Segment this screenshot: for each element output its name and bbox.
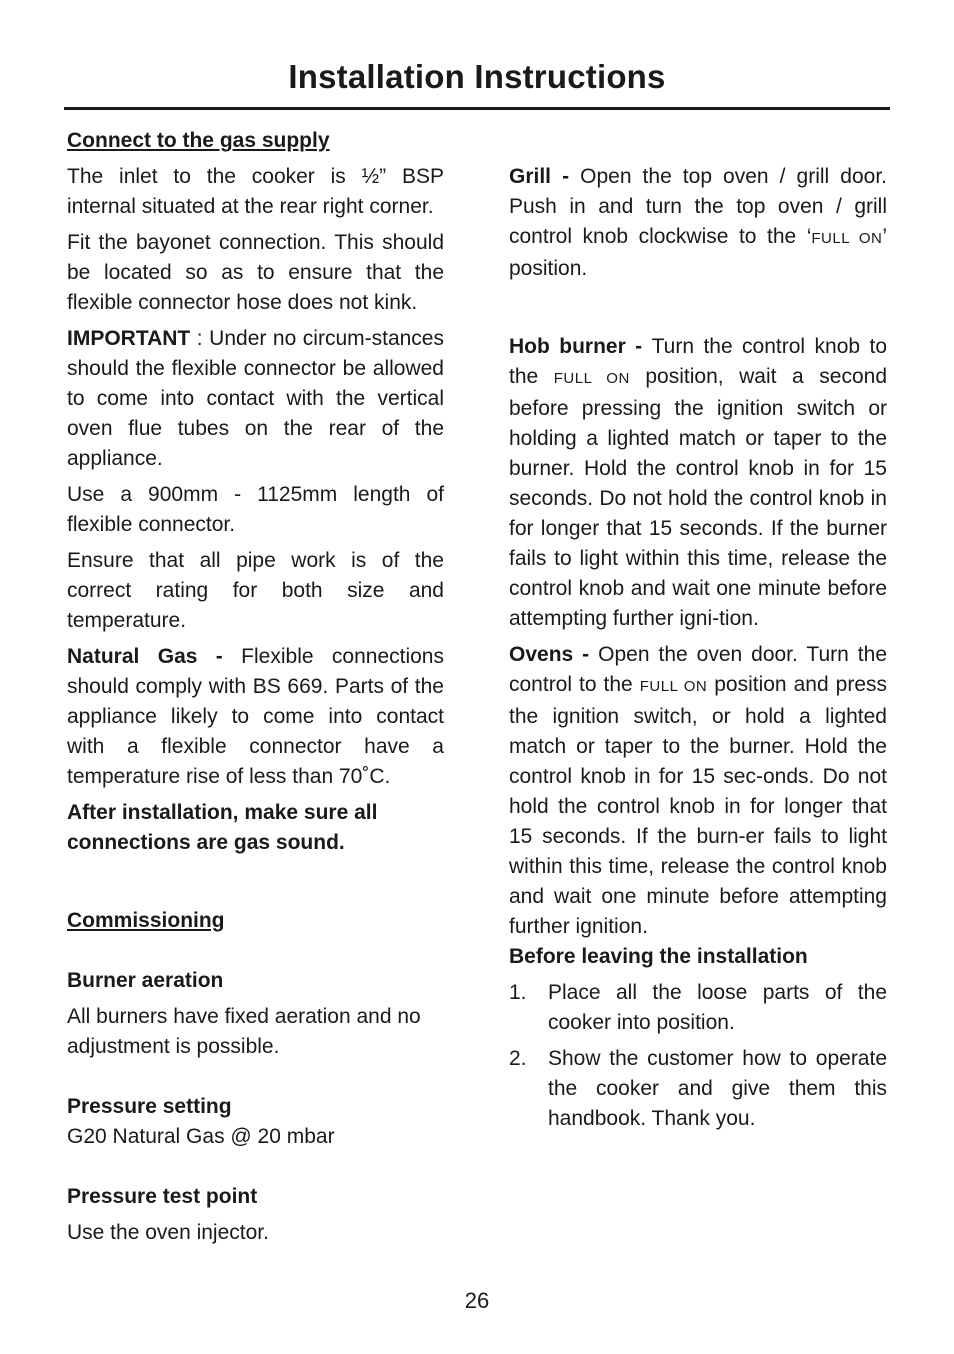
hob-burner-paragraph: Hob burner - Turn the control knob to the FULL ON position, wait a second before pressing the ignition switch or holding a lighted match or taper to the burner. Hold the control knob in for 15 seconds. Do not hold the control knob in for longer that 15 seconds. If the burner fails to light within this time, release the control knob and wait one minute before attempting further igni-tion. [509, 335, 888, 630]
left-column [67, 126, 444, 1254]
before-leaving-heading: Before leaving the installation [509, 945, 808, 968]
natural-gas-text: Flexible connections should comply with BS 669. Parts of the appliance likely to come into contact with a flexible connector have a temperature rise of less than 70˚C. [67, 645, 444, 788]
page-title: Installation Instructions [288, 58, 666, 95]
pressure-test-text: Use the oven injector. [67, 1221, 269, 1244]
after-installation-note: After installation, make sure all connections are gas sound. [67, 801, 378, 854]
important-text: : Under no circum-stances should the flexible connector be allowed to come into contact with the vertical oven flue tubes on the rear of the appliance. [67, 327, 444, 470]
length-paragraph: Use a 900mm - 1125mm length of flexible connector. [67, 483, 444, 536]
ovens-label: Ovens - [509, 643, 599, 666]
list-item [509, 1044, 887, 1134]
grill-full-on: FULL ON [811, 230, 883, 247]
burner-aeration-text: All burners have fixed aeration and no adjustment is possible. [67, 1005, 421, 1058]
step-number: 1. [509, 981, 527, 1004]
pressure-test-heading: Pressure test point [67, 1185, 258, 1208]
step-text: Place all the loose parts of the cooker into position. [548, 981, 887, 1034]
list-item [509, 978, 887, 1038]
commissioning-heading: Commissioning [67, 909, 225, 932]
important-paragraph [67, 324, 444, 474]
page-number: 26 [464, 1288, 490, 1313]
pipework-paragraph: Ensure that all pipe work is of the correct rating for both size and temperature. [67, 549, 444, 632]
inlet-paragraph: The inlet to the cooker is ½” BSP internal situated at the rear right corner. [67, 165, 444, 218]
ovens-paragraph: Ovens - Open the oven door. Turn the control to the FULL ON position and press the ignition switch, or hold a lighted match or taper to the burner. Hold the control knob in for 15 sec-onds. Do not hold the control knob in for longer that 15 seconds. If the burn-er fails to light within this time, release the control knob and wait one minute before attempting further ignition. [509, 643, 887, 938]
important-label: IMPORTANT [67, 327, 191, 350]
title-divider [64, 107, 890, 110]
natural-gas-paragraph [67, 642, 444, 792]
step-text: Show the customer how to operate the cooker and give them this handbook. Thank you. [548, 1047, 887, 1130]
hob-burner-label: Hob burner - [509, 335, 652, 358]
before-leaving-steps [509, 978, 887, 1134]
bayonet-paragraph: Fit the bayonet connection. This should be located so as to ensure that the flexible connector hose does not kink. [67, 231, 444, 314]
ovens-full-on: FULL ON [639, 678, 708, 695]
hob-full-on: FULL ON [553, 370, 630, 387]
grill-paragraph: Grill - Open the top oven / grill door. Push in and turn the top oven / grill control knob clockwise to the ‘FULL ON’ position. [509, 165, 887, 280]
burner-aeration-heading: Burner aeration [67, 969, 224, 992]
right-column [509, 162, 887, 1140]
pressure-setting-text: G20 Natural Gas @ 20 mbar [67, 1125, 335, 1148]
step-number: 2. [509, 1047, 527, 1070]
natural-gas-label: Natural Gas - [67, 645, 242, 668]
pressure-setting-heading: Pressure setting [67, 1095, 232, 1118]
grill-label: Grill - [509, 165, 581, 188]
connect-gas-heading: Connect to the gas supply [67, 129, 330, 152]
